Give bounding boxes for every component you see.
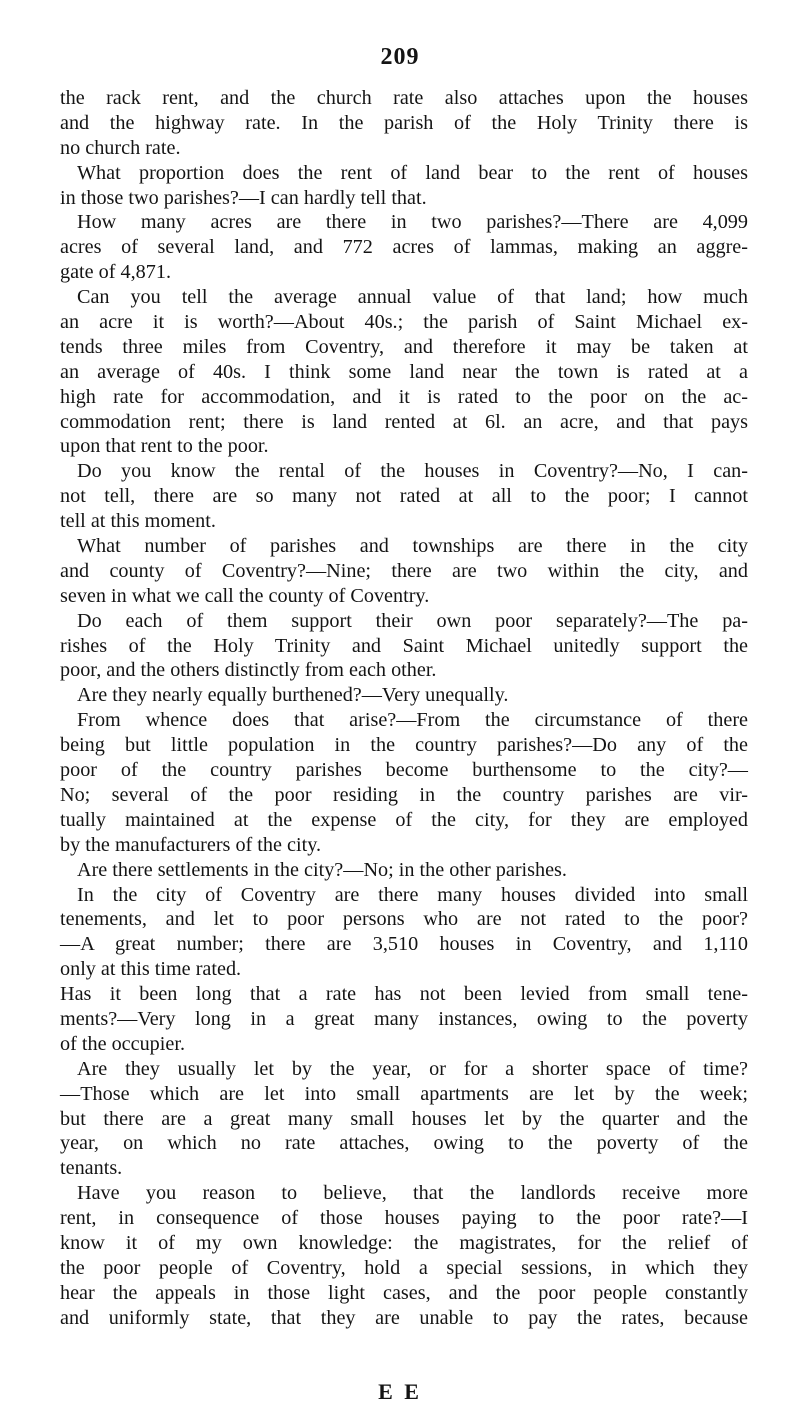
text-line: rent, in consequence of those houses paying to the poor rate?—I <box>60 1207 748 1230</box>
text-line: not tell, there are so many not rated at all to the poor; I cannot <box>60 485 748 508</box>
text-line: hear the appeals in those light cases, and the poor people constantly <box>60 1281 748 1304</box>
text-line: tenants. <box>60 1157 123 1180</box>
text-line: and the highway rate. In the parish of the Holy Trinity there is <box>60 111 748 134</box>
text-line: rishes of the Holy Trinity and Saint Michael unitedly support the <box>60 634 748 657</box>
text-line: commodation rent; there is land rented at 6l. an acre, and that pays <box>60 410 748 433</box>
text-line: Have you reason to believe, that the landlords receive more <box>77 1182 748 1205</box>
text-line: ments?—Very long in a great many instances, owing to the poverty <box>60 1007 748 1030</box>
text-line: tenements, and let to poor persons who are not rated to the poor? <box>60 908 748 931</box>
text-line: high rate for accommodation, and it is rated to the poor on the ac- <box>60 385 748 408</box>
text-line: no church rate. <box>60 136 181 159</box>
page-number: 209 <box>380 44 420 70</box>
text-line: Are they nearly equally burthened?—Very unequally. <box>77 684 509 707</box>
text-line: No; several of the poor residing in the country parishes are vir- <box>60 783 748 806</box>
text-line: From whence does that arise?—From the circumstance of there <box>77 709 748 732</box>
text-line: Do each of them support their own poor separately?—The pa- <box>77 609 748 632</box>
text-line: of the occupier. <box>60 1032 185 1055</box>
text-line: but there are a great many small houses let by the quarter and the <box>60 1107 748 1130</box>
text-line: What number of parishes and townships are there in the city <box>77 535 748 558</box>
text-line: being but little population in the country parishes?—Do any of the <box>60 734 748 757</box>
text-line: by the manufacturers of the city. <box>60 833 322 856</box>
text-line: Are they usually let by the year, or for a shorter space of time? <box>77 1057 748 1080</box>
text-line: an average of 40s. I think some land near the town is rated at a <box>60 360 748 383</box>
text-line: Has it been long that a rate has not been levied from small tene- <box>60 983 748 1006</box>
text-line: poor of the country parishes become burthensome to the city?— <box>60 759 748 782</box>
text-line: How many acres are there in two parishes?—There are 4,099 <box>77 211 748 234</box>
text-line: and uniformly state, that they are unable to pay the rates, because <box>60 1306 748 1329</box>
text-line: Can you tell the average annual value of that land; how much <box>77 286 748 309</box>
text-line: poor, and the others distinctly from each other. <box>60 659 437 682</box>
text-line: seven in what we call the county of Coventry. <box>60 584 430 607</box>
body-text <box>60 86 748 1331</box>
text-line: Are there settlements in the city?—No; in the other parishes. <box>77 858 567 881</box>
text-line: Do you know the rental of the houses in Coventry?—No, I can- <box>77 460 748 483</box>
text-line: the poor people of Coventry, hold a special sessions, in which they <box>60 1256 748 1279</box>
text-line: and county of Coventry?—Nine; there are two within the city, and <box>60 559 748 582</box>
text-line: year, on which no rate attaches, owing to the poverty of the <box>60 1132 748 1155</box>
text-line: tually maintained at the expense of the city, for they are employed <box>60 808 748 831</box>
text-line: in those two parishes?—I can hardly tell that. <box>60 186 427 209</box>
text-line: In the city of Coventry are there many houses divided into small <box>77 883 748 906</box>
text-line: an acre it is worth?—About 40s.; the parish of Saint Michael ex- <box>60 311 748 334</box>
text-line: tends three miles from Coventry, and therefore it may be taken at <box>60 335 748 358</box>
text-line: acres of several land, and 772 acres of lammas, making an aggre- <box>60 236 748 259</box>
text-line: upon that rent to the poor. <box>60 435 269 458</box>
text-line: —Those which are let into small apartments are let by the week; <box>60 1082 748 1105</box>
text-line: only at this time rated. <box>60 958 242 981</box>
text-line: —A great number; there are 3,510 houses in Coventry, and 1,110 <box>60 933 748 956</box>
text-line: gate of 4,871. <box>60 261 172 284</box>
text-line: What proportion does the rent of land bear to the rent of houses <box>77 161 748 184</box>
text-line: tell at this moment. <box>60 510 216 533</box>
text-line: know it of my own knowledge: the magistrates, for the relief of <box>60 1231 748 1254</box>
text-line: the rack rent, and the church rate also attaches upon the houses <box>60 87 748 109</box>
signature-mark: E E <box>378 1379 422 1404</box>
